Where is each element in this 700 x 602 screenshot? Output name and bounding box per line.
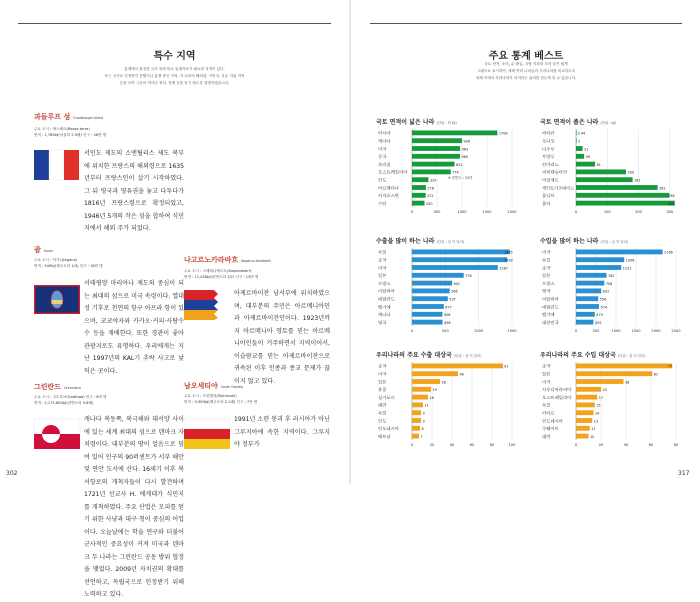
bar — [576, 169, 626, 174]
chart-title-text: 국토 면적이 넓은 나라 — [376, 119, 435, 126]
bar — [412, 201, 425, 206]
data-label: 960 — [461, 155, 468, 160]
data-label: 21 — [584, 147, 589, 152]
tick-label: 2000 — [651, 329, 661, 333]
chart-title-text: 국토 면적이 좁은 나라 — [540, 119, 599, 126]
page-number-right: 317 — [678, 470, 690, 477]
category-label: 프랑스 — [542, 280, 554, 286]
chart-title-text: 수입을 많이 하는 나라 — [540, 238, 599, 245]
bar — [576, 265, 621, 270]
category-label: 인도네시아 — [378, 426, 398, 432]
data-label: 15 — [596, 403, 601, 408]
flag-south-ossetia-icon — [184, 419, 230, 449]
tick-label: 1500 — [507, 329, 517, 333]
data-label: 1428 — [504, 258, 513, 263]
section-text-nagorno: 아제르바이잔 남서부에 위치하였으며, 대부분의 주민은 아르메니아인과 아제르바이잔인이다. 1923년까지 아르메니아 영토를 믿는 아르메니아인들이 거주하면서 지역이어서, 이슬람교를 믿는 아제르바이잔으로 귀속된 이후 인종과 종교 문제가 끊이지 않고 있다. — [234, 290, 330, 385]
chart-korea-export-partners — [376, 350, 516, 450]
bar — [412, 169, 451, 174]
data-label: 566 — [451, 289, 458, 294]
tick-label: 80 — [489, 443, 495, 447]
category-label: 베트남 — [378, 433, 390, 439]
data-label: 2166 — [664, 250, 673, 255]
tick-label: 500 — [592, 329, 600, 333]
bar — [576, 418, 592, 423]
bar — [412, 320, 443, 325]
bar — [576, 371, 652, 376]
tick-label: 200 — [635, 210, 642, 214]
category-label: 쿠웨이트 — [542, 426, 558, 432]
tick-label: 1000 — [611, 329, 621, 333]
intro-line: 그래프로 표시하여, 세계 여러 나라들과 우리나라를 비교하도록 — [476, 69, 576, 73]
data-label: 537 — [449, 297, 456, 302]
section-text-guadeloupe-b — [34, 173, 184, 223]
category-label: 중국 — [542, 265, 550, 271]
data-label: 601 — [453, 281, 461, 286]
category-label: 네덜란드 — [378, 296, 394, 302]
category-label: 벨기에 — [378, 304, 390, 310]
category-label: 미국 — [542, 379, 550, 385]
tick-label: 0 — [410, 443, 414, 447]
data-label: 8 — [421, 427, 424, 432]
bar — [412, 249, 510, 254]
tick-label: 500 — [433, 210, 441, 214]
category-label: 몰타 — [542, 200, 550, 206]
bar — [576, 387, 601, 392]
bar — [412, 288, 450, 293]
flag-greenland-icon — [34, 419, 80, 449]
section-info-greenland: 주요 도시 : 고트호브(Godthab) 인구 : 6만 명 면적 : 2,175,600㎢(한반도의 9.8배) — [34, 395, 107, 405]
data-label: 1708 — [498, 131, 508, 136]
bar — [412, 185, 426, 190]
data-label: 181 — [634, 178, 641, 183]
data-label: 329 — [429, 178, 437, 183]
section-info-guadeloupe: 주요 도시 : 바스테르(Basse-terre) 면적 : 1,780㎢(서울의 2.9배) 인구 : 46만 명 — [34, 127, 107, 137]
section-text-greenland-continued — [184, 110, 330, 250]
bar — [412, 273, 464, 278]
bar — [412, 434, 419, 439]
category-label: 산마리노 — [542, 161, 558, 167]
data-label: 19 — [432, 388, 437, 393]
tick-label: 300 — [666, 210, 674, 214]
category-label: 영국 — [378, 319, 386, 325]
bar — [412, 257, 507, 262]
data-label: 11 — [424, 403, 429, 408]
bar — [412, 162, 455, 167]
category-label: 일본 — [542, 273, 550, 279]
data-label: 261 — [659, 186, 666, 191]
category-label: 중국 — [378, 363, 386, 369]
bar — [412, 265, 498, 270]
bar — [412, 371, 458, 376]
top-rule-left — [18, 23, 331, 24]
bar — [576, 177, 633, 182]
data-label: 7 — [420, 434, 423, 439]
bar — [412, 402, 423, 407]
bar — [576, 288, 601, 293]
section-title-guadeloupe: 과들루프 섬 Guadeloupe Island — [34, 113, 104, 121]
tick-label: 0 — [574, 210, 578, 214]
category-label: 독일 — [542, 402, 550, 408]
bar — [576, 185, 658, 190]
section-info-south-ossetia: 주요 도시 : 츠힌발리(Tskhinvali) 면적 : 3,900㎢(제주도의 2.1배) 인구 : 7만 명 — [184, 394, 258, 404]
category-label: 벨기에 — [542, 312, 554, 318]
bar — [412, 363, 503, 368]
data-label: 17 — [598, 395, 604, 400]
section-text-guam: 서태평양 마리아나 제도의 중심이 되는 최대의 섬으로 미국 속령이다. 열대성 기후로 천연의 항구 아프라 항이 있으며, 코코야자와 카카오·커피·사탕수수 등을 재배한다. 또한 경관이 좋아 관광지로도 유명하다. 우리에게는 지난 1997년의 KAL기 추락 사고로 낯익은 곳이다. — [84, 280, 184, 375]
tick-label: 1500 — [631, 329, 641, 333]
category-label: 아르헨티나 — [378, 185, 398, 191]
bar — [576, 363, 672, 368]
category-label: 투발루 — [542, 154, 554, 160]
category-label: 미국 — [378, 146, 386, 152]
data-label: 272 — [427, 194, 434, 199]
data-label: 574 — [600, 305, 607, 310]
data-label: 477 — [445, 305, 452, 310]
data-label: 38 — [625, 380, 630, 385]
bar — [576, 320, 593, 325]
data-label: 1287 — [499, 266, 508, 271]
intro-line: 또는 국가로 인정받지 못했거나 분쟁 중인 지역, 각 나라의 해외령, 식민지, 특수 지위 지역 — [104, 74, 245, 78]
bar — [576, 426, 590, 431]
intro-left — [30, 66, 319, 87]
category-label: 독일 — [542, 257, 550, 263]
category-label: 인도네시아 — [542, 418, 562, 424]
category-label: 오스트레일리아 — [542, 394, 570, 400]
chart-plot — [376, 360, 516, 450]
data-label: 963 — [461, 147, 469, 152]
chart-plot — [540, 127, 680, 217]
data-label: 16 — [429, 395, 434, 400]
chart-unit: (단위 : ㎢) — [600, 121, 617, 125]
category-label: 중국 — [542, 363, 550, 369]
bar — [576, 249, 663, 254]
category-label: 이탈리아 — [378, 288, 394, 294]
tick-label: 0 — [574, 329, 578, 333]
category-label: 리히텐슈타인 — [542, 169, 566, 175]
category-label: 싱가포르 — [378, 394, 394, 400]
bar — [412, 154, 460, 159]
chart-title — [540, 117, 616, 126]
data-label: 13 — [593, 419, 599, 424]
bar — [412, 193, 426, 198]
bar — [576, 304, 599, 309]
bar — [576, 130, 577, 135]
data-label: 61 — [596, 162, 601, 167]
bar — [576, 410, 594, 415]
bar — [576, 296, 598, 301]
data-label: 2 — [578, 139, 581, 144]
bar — [576, 201, 675, 206]
data-label: 435 — [594, 320, 602, 325]
category-label: 몰디브 — [542, 193, 554, 199]
category-label: 독일 — [378, 410, 386, 416]
data-label: 26 — [585, 155, 590, 160]
tick-label: 20 — [598, 443, 604, 447]
data-label: 851 — [456, 162, 463, 167]
category-label: 일본 — [542, 371, 550, 377]
chart-title — [376, 350, 482, 359]
bar — [412, 281, 452, 286]
page-number-left: 302 — [6, 470, 18, 477]
category-label: 일본 — [378, 379, 386, 385]
data-label: 0.44 — [577, 131, 586, 136]
data-label: 556 — [599, 297, 607, 302]
category-label: 나우루 — [542, 146, 554, 152]
data-label: 46 — [459, 372, 464, 377]
tick-label: 0 — [410, 329, 414, 333]
bar — [412, 130, 497, 135]
bar — [412, 379, 440, 384]
data-label: 77 — [668, 364, 673, 369]
data-label: 250 — [426, 201, 433, 206]
data-label: 998 — [463, 139, 470, 144]
chart-title — [376, 236, 464, 245]
bar — [412, 418, 421, 423]
chart-smallest-area — [540, 117, 680, 217]
bar — [576, 273, 606, 278]
tick-label: 100 — [603, 210, 611, 214]
chart-unit: (단위 : 십 억 달러) — [617, 354, 646, 358]
data-label: 278 — [427, 186, 434, 191]
category-label: 수단 — [378, 200, 386, 206]
chart-title-text: 우리나라의 주요 수출 대상국 — [376, 352, 452, 359]
tick-label: 100 — [508, 443, 516, 447]
bar — [412, 304, 444, 309]
tick-label: 2000 — [507, 210, 517, 214]
chart-title-text: 수출을 많이 하는 나라 — [376, 238, 435, 245]
category-label: 인도 — [378, 418, 386, 424]
category-label: 인도 — [378, 177, 386, 183]
data-label: 1131 — [622, 266, 632, 271]
category-label: 네덜란드 — [542, 304, 558, 310]
tick-label: 60 — [469, 443, 475, 447]
intro-right — [380, 61, 672, 82]
chart-plot — [376, 127, 516, 217]
bar — [576, 312, 595, 317]
bar — [412, 426, 420, 431]
data-label: 774 — [452, 170, 459, 175]
category-label: 모나코 — [542, 138, 554, 144]
category-label: 미국 — [378, 265, 386, 271]
chart-plot — [376, 246, 516, 336]
data-label: 316 — [668, 201, 675, 206]
intro-line: 등을 모아 그곳의 역사나 정치, 경제 등을 알기 쉽도록 설명하였습니다. — [119, 81, 230, 85]
section-title-nagorno: 나고르노카라바흐 Nagorno-Karabakh — [184, 256, 271, 264]
bar — [576, 281, 604, 286]
category-label: 사우디아라비아 — [542, 387, 570, 393]
bar — [576, 154, 584, 159]
bar — [412, 177, 428, 182]
category-label: 미국 — [378, 371, 386, 377]
data-label: 632 — [602, 289, 610, 294]
section-text-guadeloupe-a: 서인도 제도의 소앤틸리스 제도 북부에 위치한 프랑스의 해외령으로 1635년부터 프랑스인이 살기 시작하였다. 그 뒤 영국과 영유권을 놓고 다투다가 1816년 프랑스령으로 확정되었고, 1946년 5개의 작은 섬을 합하여 식민지에서 해외 주가 되었다. — [84, 150, 184, 232]
intro-line: 통계에서 완전한 국가 외에 따로 통계자료가 필요한 지역이 있다. — [124, 67, 225, 71]
tick-label: 2500 — [671, 329, 681, 333]
section-title-greenland: 그린란드 Greenland — [34, 383, 81, 391]
data-label: 91 — [504, 364, 509, 369]
category-label: 대만 — [542, 433, 550, 439]
category-label: 카자흐스탄 — [378, 193, 398, 199]
tick-label: 40 — [623, 443, 629, 447]
category-label: 이탈리아 — [542, 296, 558, 302]
section-title-guam: 괌 Guam — [34, 246, 54, 254]
chart-title — [540, 236, 628, 245]
category-label: 오스트레일리아 — [378, 169, 406, 175]
category-label: 중국 — [378, 257, 386, 263]
tick-label: 80 — [673, 443, 679, 447]
category-label: 미국 — [542, 249, 550, 255]
intro-line: 세계 속에서 우리나라가 차지하는 위치를 한눈에 알 수 있습니다. — [475, 76, 577, 80]
bar — [576, 193, 669, 198]
tick-label: 0 — [410, 210, 414, 214]
data-label: 708 — [605, 281, 613, 286]
chart-title — [540, 350, 646, 359]
chart-title — [376, 117, 457, 126]
category-label: 독일 — [378, 249, 386, 255]
chart-top-importers — [540, 236, 680, 336]
flag-guam-icon — [34, 285, 80, 314]
data-label: 20 — [602, 388, 607, 393]
bar — [576, 434, 589, 439]
bar — [412, 296, 448, 301]
category-label: 바티칸 — [542, 130, 554, 136]
bar — [576, 257, 624, 262]
category-label: 홍콩 — [378, 387, 386, 393]
chart-unit: (단위 : 십 억 달러) — [453, 354, 482, 358]
data-label: 1206 — [625, 258, 635, 263]
data-label: 11 — [591, 427, 596, 432]
chart-title-text: 우리나라의 주요 수입 대상국 — [540, 352, 616, 359]
tick-label: 40 — [449, 443, 455, 447]
category-label: 카타르 — [542, 410, 554, 416]
chart-unit: (단위 : 만 ㎢) — [436, 121, 457, 125]
chart-unit: (단위 : 십 억 달러) — [436, 240, 465, 244]
section-info-nagorno: 주요 도시 : 스테파나케르트(Stepanakert) 면적 : 11,458㎢(한반도의 1/2) 인구 : 13만 명 — [184, 269, 259, 279]
bar — [412, 146, 460, 151]
data-label: 160 — [627, 170, 634, 175]
book-gutter — [349, 0, 351, 484]
intro-line: 국토 면적, 소비, 수·출입, 국방 지표를 모아 알기 쉽게 — [484, 62, 568, 66]
data-label: 456 — [443, 313, 451, 318]
bar — [412, 138, 462, 143]
bar — [576, 146, 583, 151]
data-label: 298 — [668, 194, 675, 199]
data-label: 14 — [595, 411, 600, 416]
data-label: 776 — [465, 274, 472, 279]
data-label: 61 — [653, 372, 659, 377]
category-label: 영국 — [542, 288, 550, 294]
bar — [576, 395, 597, 400]
bar — [412, 410, 421, 415]
data-label: 28 — [441, 380, 446, 385]
bar — [412, 312, 442, 317]
chart-korea-import-partners — [540, 350, 680, 450]
category-label: 중국 — [378, 154, 386, 160]
category-label: 브라질 — [378, 161, 390, 167]
bar — [576, 138, 577, 143]
tick-label: 60 — [648, 443, 654, 447]
data-label: 9 — [422, 419, 425, 424]
category-label: 마셜제도 — [542, 177, 558, 183]
tick-label: 1000 — [457, 210, 467, 214]
category-label: 세인트키츠네비스 — [542, 185, 573, 191]
data-label: 470 — [596, 313, 603, 318]
category-label: 대한민국 — [542, 319, 558, 325]
page-title-left: 특수 지역 — [153, 51, 196, 62]
category-label: 캐나다 — [378, 312, 390, 318]
bar — [576, 162, 595, 167]
tick-label: 20 — [429, 443, 435, 447]
data-label: 458 — [444, 320, 451, 325]
chart-note: ※ 한반도 : 22만 — [448, 176, 473, 180]
tick-label: 500 — [441, 329, 449, 333]
data-label: 1465 — [504, 250, 513, 255]
chart-plot — [540, 360, 680, 450]
chart-unit: (단위 : 십 억 달러) — [600, 240, 629, 244]
chart-top-exporters — [376, 236, 516, 336]
category-label: 러시아 — [378, 130, 390, 136]
category-label: 캐나다 — [378, 138, 390, 144]
bar — [412, 395, 428, 400]
tick-label: 0 — [574, 443, 578, 447]
chart-plot — [540, 246, 680, 336]
section-text-greenland: 캐나다 북동쪽, 북극해와 대서양 사이에 있는 세계 최대의 섬으로 덴마크 자치령이다. 대부분의 땅이 얼음으로 덮여 있어 인구의 90퍼센트가 서부 해안 및 연안 도서에 산다. 16세기 이후 북서항로의 개척자들이 다시 발견하며 1721년 선교사 H. 에게데가 식민지를 개척하였다. 주요 산업은 모피를 얻기 위한 사냥과 대구·청어 중심의 어업이다. 오늘날에는 학술 연구와 더불어 군사적인 중요성이 커져 미국과 덴마크 두 나라는 그린란드 공동 방위 협정을 맺었다. 2009년 자치권의 확대를 선언하고, 독립국으로 인정받기 위해 노력하고 있다. — [84, 416, 184, 598]
tick-label: 1500 — [482, 210, 492, 214]
top-rule-right — [370, 23, 682, 24]
section-info-guam: 주요 도시 : 아가냐(Agana) 면적 : 549㎢(제주도의 1/3) 인구 : 18만 명 — [34, 258, 103, 268]
chart-largest-area — [376, 117, 516, 217]
data-label: 9 — [422, 411, 425, 416]
category-label: 프랑스 — [378, 280, 390, 286]
flag-nagorno-icon — [184, 290, 229, 320]
section-title-south-ossetia: 남오세티야 South Ossetia — [184, 382, 243, 390]
page-title-right: 주요 통계 베스트 — [488, 51, 564, 62]
category-label: 대만 — [378, 402, 386, 408]
bar — [576, 402, 595, 407]
section-text-south-ossetia: 1991년 소련 붕괴 후 러시아가 아닌 그루지아에 속한 지역이다. 그루지야 정부가 — [234, 416, 330, 448]
data-label: 762 — [607, 274, 615, 279]
category-label: 일본 — [378, 273, 386, 279]
data-label: 10 — [590, 434, 595, 439]
bar — [412, 387, 431, 392]
tick-label: 1000 — [474, 329, 484, 333]
bar — [576, 379, 624, 384]
